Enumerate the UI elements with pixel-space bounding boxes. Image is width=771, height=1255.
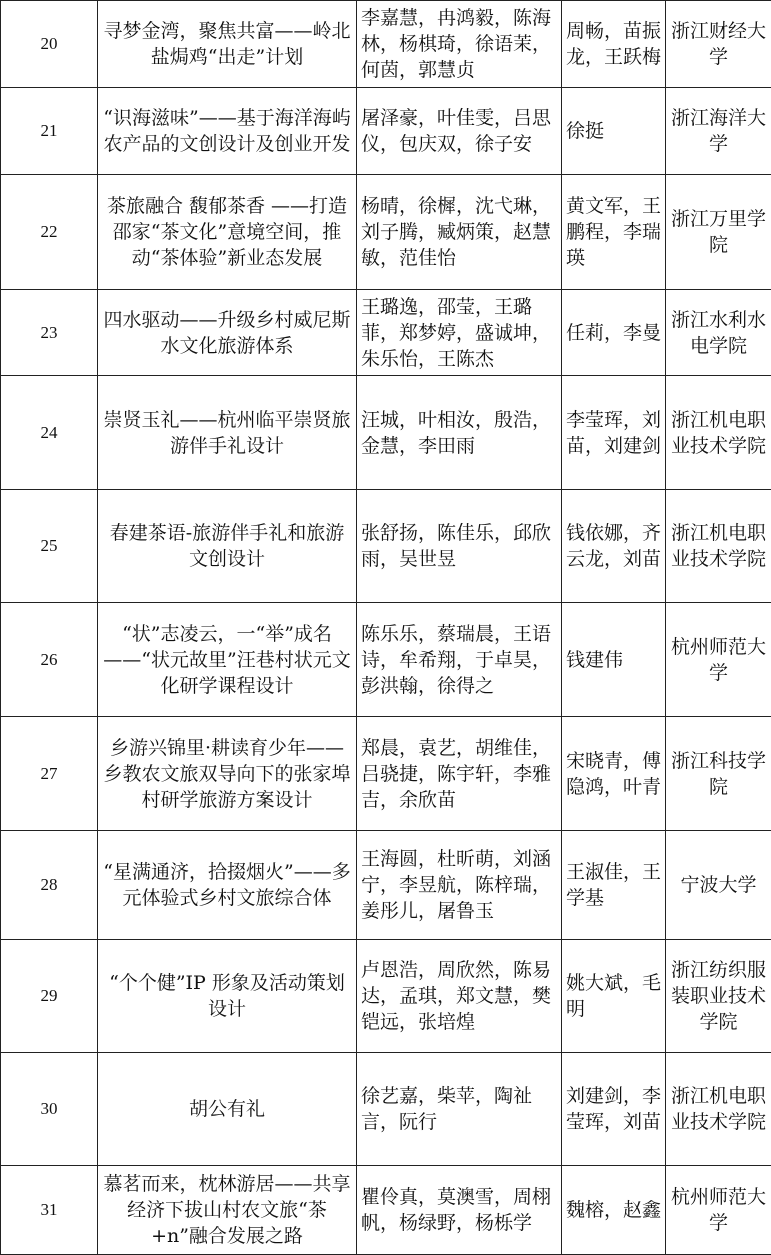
row-number-text: 26	[5, 647, 93, 673]
cell-project-title	[98, 1, 357, 88]
table-row	[1, 175, 771, 290]
cell-project-title	[98, 603, 357, 717]
cell-project-title	[98, 490, 357, 603]
school-name-text: 浙江机电职业技术学院	[670, 407, 767, 459]
cell-row-number	[1, 603, 98, 717]
cell-advisors	[562, 1, 666, 88]
cell-row-number	[1, 290, 98, 376]
cell-school-name	[666, 1, 771, 88]
advisors-text: 宋晓青，傅隐鸿，叶青	[566, 748, 661, 800]
cell-row-number	[1, 175, 98, 290]
school-name-text: 浙江万里学院	[670, 206, 767, 258]
row-number-text: 21	[5, 118, 93, 144]
cell-team-members	[357, 603, 562, 717]
team-members-text: 瞿伶真，莫澳雪，周栩帆，杨绿野，杨栎学	[361, 1184, 557, 1236]
row-number-text: 23	[5, 320, 93, 346]
cell-team-members	[357, 290, 562, 376]
advisors-text: 徐挺	[566, 118, 661, 144]
cell-team-members	[357, 490, 562, 603]
project-title-text: 崇贤玉礼——杭州临平崇贤旅游伴手礼设计	[102, 407, 352, 459]
cell-advisors	[562, 940, 666, 1053]
school-name-text: 杭州师范大学	[670, 1184, 767, 1236]
school-name-text: 宁波大学	[670, 872, 767, 898]
cell-team-members	[357, 1166, 562, 1255]
team-members-text: 陈乐乐，蔡瑞晨，王语诗，牟希翔，于卓昊，彭洪翰，徐得之	[361, 621, 557, 699]
team-members-text: 汪城，叶相汝，殷浩，金慧，李田雨	[361, 407, 557, 459]
team-members-text: 张舒扬，陈佳乐，邱欣雨，吴世昱	[361, 520, 557, 572]
row-number-text: 29	[5, 983, 93, 1009]
advisors-text: 刘建剑，李莹珲，刘苗	[566, 1083, 661, 1135]
row-number-text: 24	[5, 420, 93, 446]
project-title-text: 慕茗而来，枕林游居——共享经济下拔山村农文旅“茶+n”融合发展之路	[102, 1171, 352, 1249]
school-name-text: 浙江海洋大学	[670, 105, 767, 157]
cell-row-number	[1, 717, 98, 831]
cell-advisors	[562, 290, 666, 376]
project-title-text: 寻梦金湾，聚焦共富——岭北盐焗鸡“出走”计划	[102, 18, 352, 70]
cell-row-number	[1, 940, 98, 1053]
table-row	[1, 88, 771, 175]
cell-project-title	[98, 940, 357, 1053]
cell-advisors	[562, 1166, 666, 1255]
advisors-text: 黄文军，王鹏程，李瑞瑛	[566, 193, 661, 271]
advisors-text: 魏榕，赵鑫	[566, 1197, 661, 1223]
project-title-text: 四水驱动——升级乡村威尼斯水文化旅游体系	[102, 307, 352, 359]
cell-row-number	[1, 1, 98, 88]
cell-school-name	[666, 1166, 771, 1255]
row-number-text: 28	[5, 872, 93, 898]
row-number-text: 31	[5, 1197, 93, 1223]
table-row	[1, 831, 771, 940]
cell-school-name	[666, 175, 771, 290]
project-title-text: 茶旅融合 馥郁茶香 ——打造邵家“茶文化”意境空间，推动“茶体验”新业态发展	[102, 193, 352, 271]
team-members-text: 王海圆，杜昕萌，刘涵宁，李昱航，陈梓瑞，姜彤儿，屠鲁玉	[361, 846, 557, 924]
table-row	[1, 490, 771, 603]
cell-school-name	[666, 88, 771, 175]
cell-advisors	[562, 376, 666, 490]
cell-school-name	[666, 1053, 771, 1166]
cell-school-name	[666, 490, 771, 603]
project-title-text: “状”志凌云，一“举”成名 ——“状元故里”汪巷村状元文化研学课程设计	[102, 621, 352, 699]
table-row	[1, 1, 771, 88]
cell-school-name	[666, 376, 771, 490]
advisors-text: 钱依娜，齐云龙，刘苗	[566, 520, 661, 572]
cell-team-members	[357, 376, 562, 490]
project-title-text: 胡公有礼	[102, 1096, 352, 1122]
row-number-text: 27	[5, 761, 93, 787]
school-name-text: 浙江纺织服装职业技术学院	[670, 957, 767, 1035]
school-name-text: 浙江财经大学	[670, 18, 767, 70]
team-members-text: 卢恩浩，周欣然，陈易达，孟琪，郑文慧，樊铠远，张培煌	[361, 957, 557, 1035]
table-row	[1, 603, 771, 717]
cell-team-members	[357, 175, 562, 290]
advisors-text: 姚大斌，毛明	[566, 970, 661, 1022]
project-title-text: 乡游兴锦里·耕读育少年——乡教农文旅双导向下的张家埠村研学旅游方案设计	[102, 735, 352, 813]
cell-school-name	[666, 603, 771, 717]
table-row	[1, 376, 771, 490]
cell-advisors	[562, 175, 666, 290]
table-row	[1, 290, 771, 376]
project-title-text: 春建茶语-旅游伴手礼和旅游文创设计	[102, 520, 352, 572]
advisors-text: 任莉，李曼	[566, 320, 661, 346]
row-number-text: 25	[5, 533, 93, 559]
advisors-text: 周畅，苗振龙，王跃梅	[566, 18, 661, 70]
cell-advisors	[562, 1053, 666, 1166]
cell-project-title	[98, 175, 357, 290]
cell-row-number	[1, 376, 98, 490]
cell-team-members	[357, 1053, 562, 1166]
project-title-text: “个个健”IP 形象及活动策划设计	[102, 970, 352, 1022]
cell-school-name	[666, 290, 771, 376]
cell-row-number	[1, 1166, 98, 1255]
cell-team-members	[357, 88, 562, 175]
cell-project-title	[98, 88, 357, 175]
cell-advisors	[562, 831, 666, 940]
cell-project-title	[98, 1166, 357, 1255]
school-name-text: 浙江机电职业技术学院	[670, 1083, 767, 1135]
team-members-text: 杨晴，徐樨，沈弋琳，刘子腾，臧炳策，赵慧敏，范佳怡	[361, 193, 557, 271]
table-row	[1, 1166, 771, 1255]
team-members-text: 屠泽豪，叶佳雯，吕思仪，包庆双，徐子安	[361, 105, 557, 157]
team-members-text: 王璐逸，邵莹，王璐菲，郑梦婷，盛诚坤，朱乐怡，王陈杰	[361, 294, 557, 372]
advisors-text: 王淑佳，王学基	[566, 859, 661, 911]
cell-team-members	[357, 940, 562, 1053]
cell-advisors	[562, 490, 666, 603]
cell-advisors	[562, 717, 666, 831]
cell-row-number	[1, 490, 98, 603]
cell-advisors	[562, 603, 666, 717]
table-body	[1, 1, 771, 1255]
cell-row-number	[1, 831, 98, 940]
team-members-text: 徐艺嘉，柴苹，陶祉言，阮行	[361, 1083, 557, 1135]
school-name-text: 杭州师范大学	[670, 634, 767, 686]
cell-row-number	[1, 88, 98, 175]
cell-project-title	[98, 831, 357, 940]
team-members-text: 李嘉慧，冉鸿毅，陈海林，杨棋琦，徐语茉，何茵，郭慧贞	[361, 5, 557, 83]
team-members-text: 郑晨，袁艺，胡维佳，吕骁捷，陈宇轩，李雅吉，余欣苗	[361, 735, 557, 813]
table-row	[1, 1053, 771, 1166]
cell-school-name	[666, 940, 771, 1053]
table-row	[1, 717, 771, 831]
cell-team-members	[357, 717, 562, 831]
cell-row-number	[1, 1053, 98, 1166]
school-name-text: 浙江机电职业技术学院	[670, 520, 767, 572]
row-number-text: 30	[5, 1096, 93, 1122]
row-number-text: 20	[5, 31, 93, 57]
cell-team-members	[357, 831, 562, 940]
project-title-text: “星满通济，拾掇烟火”——多元体验式乡村文旅综合体	[102, 859, 352, 911]
cell-advisors	[562, 88, 666, 175]
school-name-text: 浙江科技学院	[670, 748, 767, 800]
advisors-text: 钱建伟	[566, 647, 661, 673]
cell-project-title	[98, 1053, 357, 1166]
table-row	[1, 940, 771, 1053]
cell-project-title	[98, 290, 357, 376]
row-number-text: 22	[5, 219, 93, 245]
cell-school-name	[666, 831, 771, 940]
project-title-text: “识海滋味”——基于海洋海屿农产品的文创设计及创业开发	[102, 105, 352, 157]
cell-school-name	[666, 717, 771, 831]
school-name-text: 浙江水利水电学院	[670, 307, 767, 359]
advisors-text: 李莹珲，刘苗，刘建剑	[566, 407, 661, 459]
cell-project-title	[98, 376, 357, 490]
cell-project-title	[98, 717, 357, 831]
cell-team-members	[357, 1, 562, 88]
